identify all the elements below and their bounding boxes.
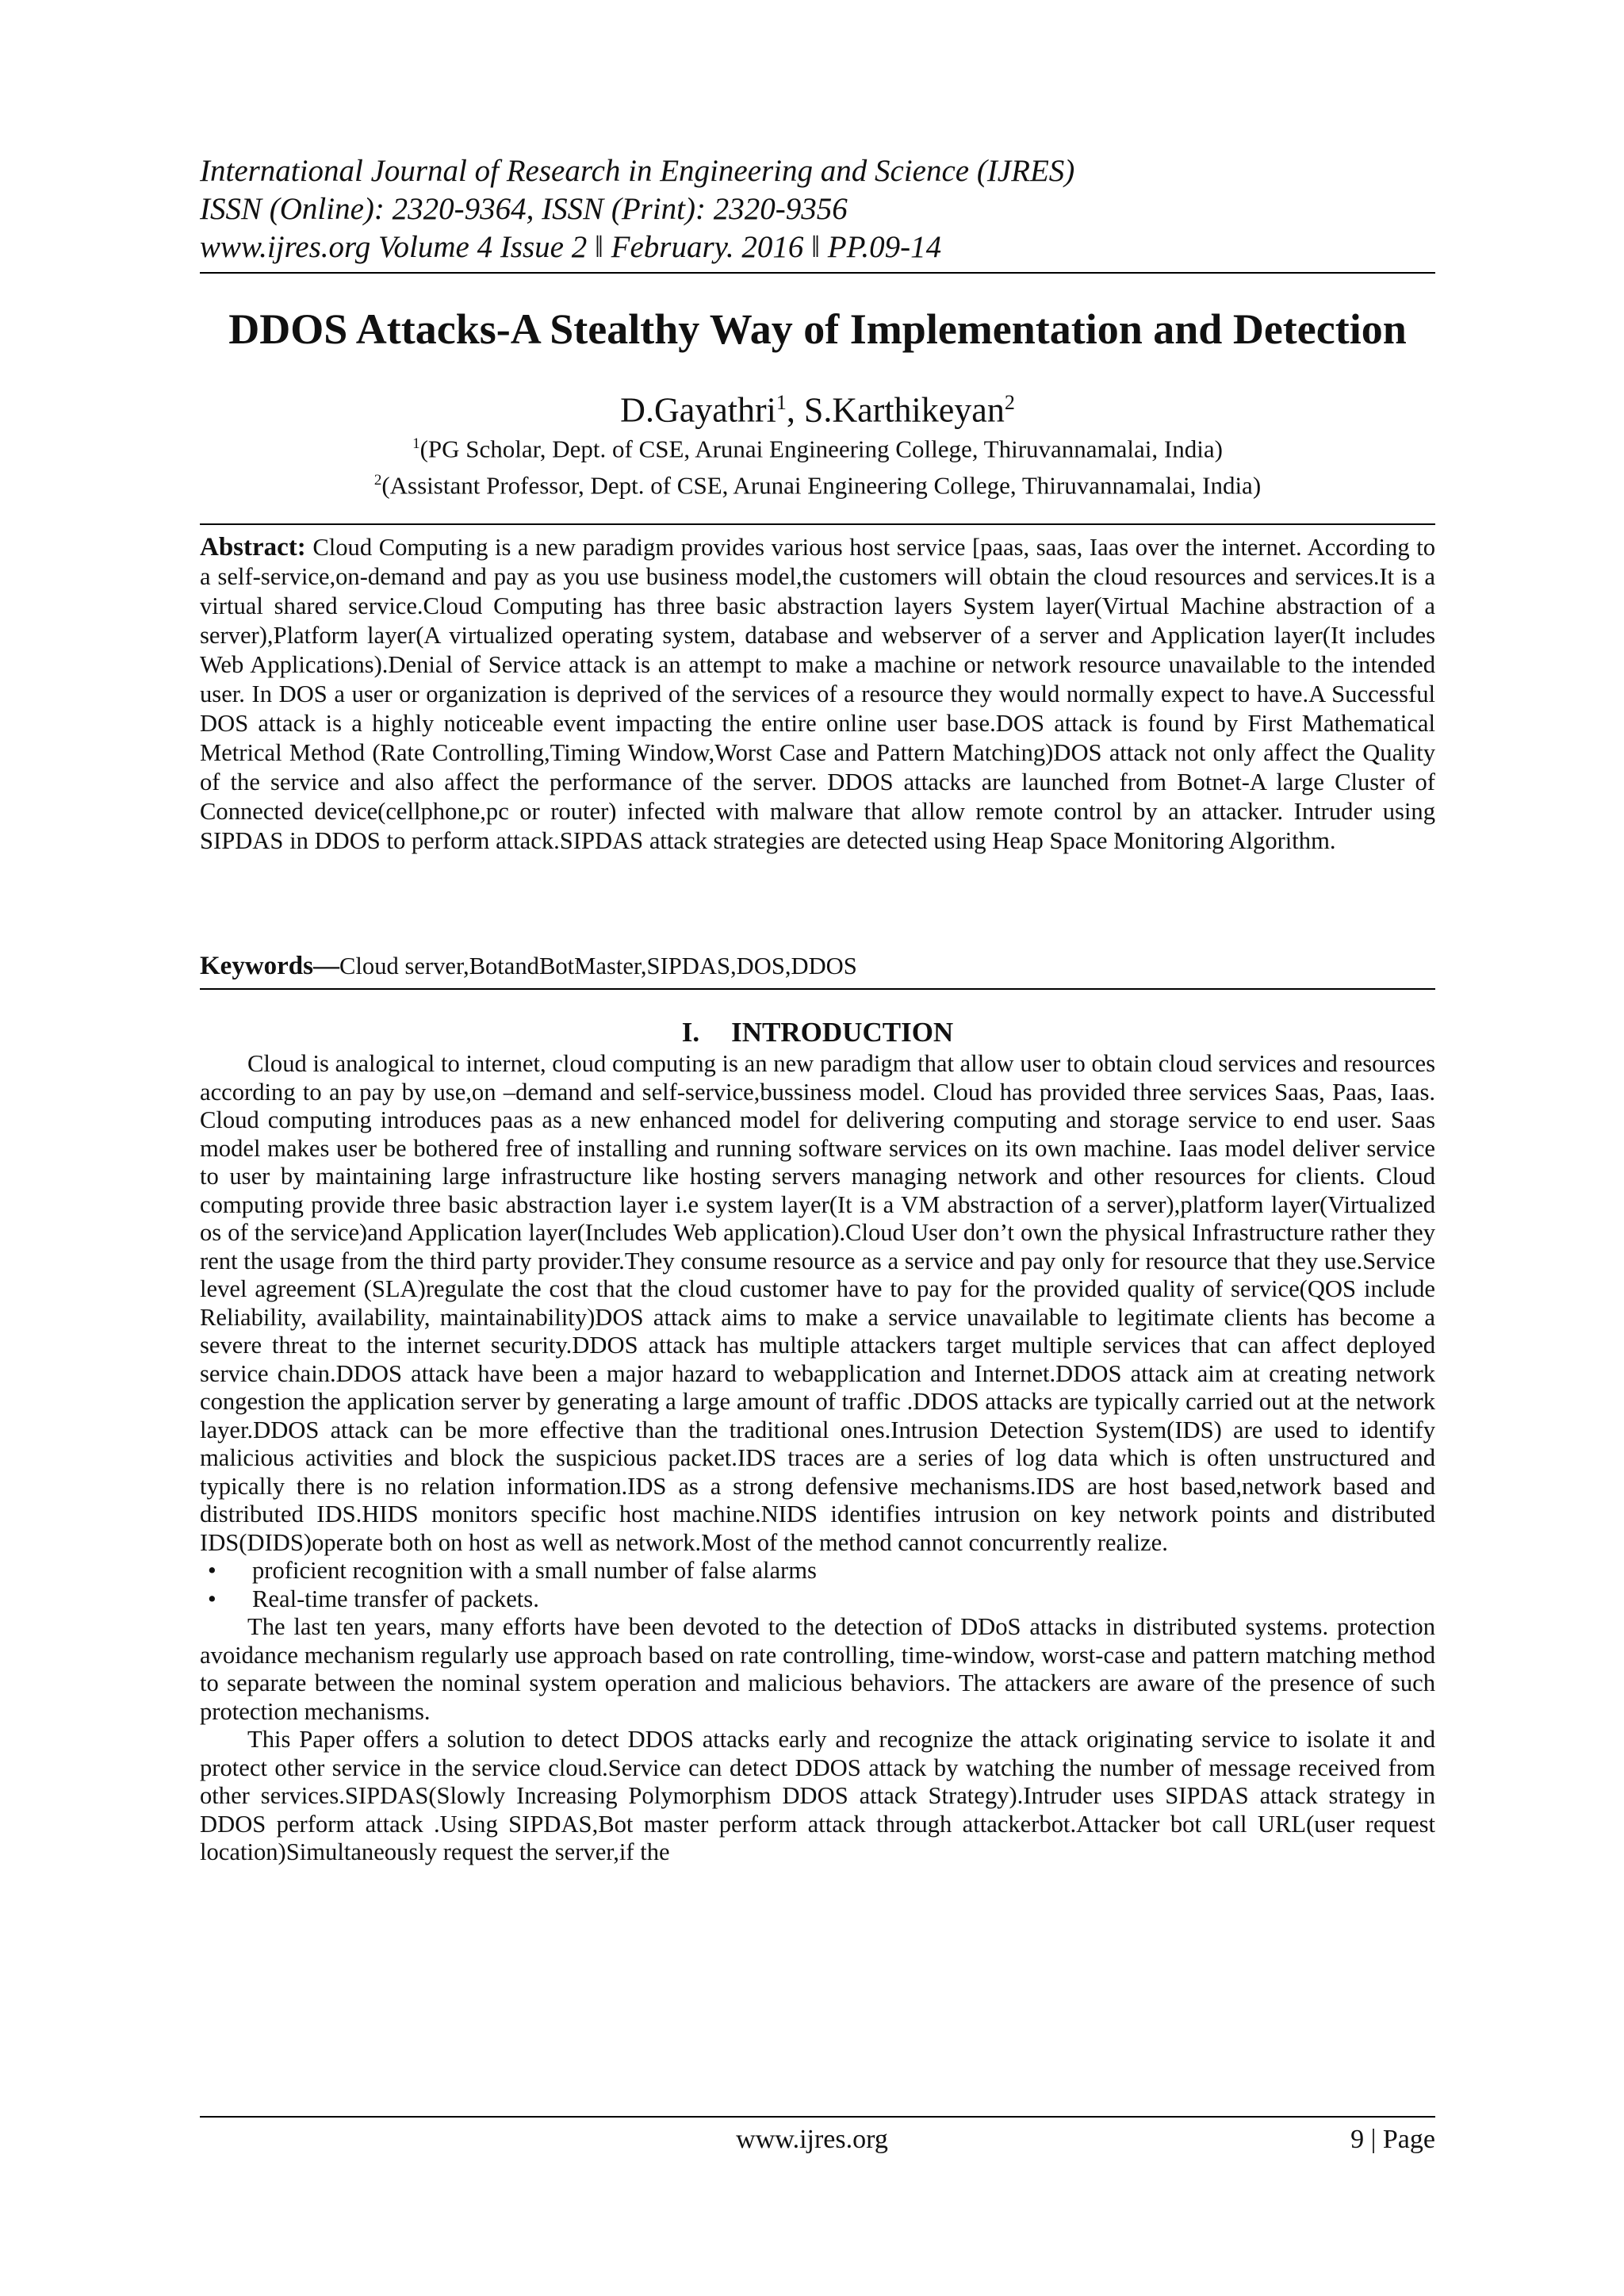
affiliations <box>200 428 1435 502</box>
paragraph: Cloud is analogical to internet, cloud computing is an new paradigm that allow user to obtain cloud services and resources according to an pay by use,on –demand and self-service,bussiness model. Cloud has provided three services Saas, Paas, Iaas. Cloud computing introduces paas as a new enhanced model for delivering computing and storage service to end user. Saas model makes user be bothered free of installing and running software services on its own machine. Iaas model deliver service to user by maintaining large infrastructure like hosting servers managing network and other resources for clients. Cloud computing provide three basic abstraction layer i.e system layer(It is a VM abstraction of a server),platform layer(Virtualized os of the service)and Application layer(Includes Web application).Cloud User don’t own the physical Infrastructure rather they rent the usage from the third party provider.They consume resource as a service and pay only for resource that they use.Service level agreement (SLA)regulate the cost that the cloud customer have to pay for the provided quality of service(QOS include Reliability, availability, maintainability)DOS attack aims to make a service unavailable to legitimate clients has become a severe threat to the internet security.DDOS attack has multiple attackers target multiple services that can affect deployed service chain.DDOS attack have been a major hazard to webapplication and Internet.DDOS attack aim at creating network congestion the application server by generating a large amount of traffic .DDOS attacks are typically carried out at the network layer.DDOS attack can be more effective than the traditional ones.Intrusion Detection System(IDS) are used to identify malicious activities and block the suspicious packet.IDS traces are a series of log data which is often unstructured and typically there is no relation information.IDS as a strong defensive mechanisms.IDS are host based,network based and distributed IDS.HIDS monitors specific host machine.NIDS identifies intrusion on key network points and distributed IDS(DIDS)operate both on host as well as network.Most of the method cannot concurrently realize. <box>200 1050 1435 1556</box>
affiliation-marker: 1 <box>412 435 420 452</box>
paragraph: This Paper offers a solution to detect DDOS attacks early and recognize the attack originating service to isolate it and protect other service in the service cloud.Service can detect DDOS attack by watching the number of message received from other services.SIPDAS(Slowly Increasing Polymorphism DDOS attack Strategy).Intruder uses SIPDAS attack strategy in DDOS perform attack .Using SIPDAS,Bot master perform attack through attackerbot.Attacker bot call URL(user request location)Simultaneously request the server,if the <box>200 1726 1435 1865</box>
paragraph: The last ten years, many efforts have been devoted to the detection of DDoS attacks in distributed systems. protection avoidance mechanism regularly use approach based on rate controlling, time-window, worst-case and pattern matching method to separate between the nominal system operation and malicious behaviors. The attackers are aware of the presence of such protection mechanisms. <box>200 1613 1435 1725</box>
section-heading <box>200 1015 1435 1050</box>
list-item <box>200 1585 1435 1614</box>
affiliation <box>200 465 1435 501</box>
author-separator: , <box>786 390 804 430</box>
author-name: D.Gayathri <box>620 390 776 430</box>
paper-title: DDOS Attacks-A Stealthy Way of Implementation and Detection <box>228 305 1407 353</box>
list-item-text: Real-time transfer of packets. <box>252 1585 539 1612</box>
author-line <box>200 381 1435 433</box>
affiliation <box>200 428 1435 465</box>
affiliation-text: (PG Scholar, Dept. of CSE, Arunai Engineering College, Thiruvannamalai, India) <box>419 435 1223 463</box>
author-affil-marker: 2 <box>1004 391 1015 414</box>
abstract-top-rule <box>200 523 1435 525</box>
footer-site: www.ijres.org <box>736 2125 888 2154</box>
author-affil-marker: 1 <box>776 391 787 414</box>
introduction-body <box>200 1050 1435 1867</box>
abstract-bottom-rule <box>200 988 1435 990</box>
keywords-text: Cloud server,BotandBotMaster,SIPDAS,DOS,DDOS <box>339 953 857 979</box>
affiliation-marker: 2 <box>373 472 382 489</box>
section-number: I. <box>681 1017 700 1048</box>
footer-page-number: 9 | Page <box>1350 2125 1435 2154</box>
author-name: S.Karthikeyan <box>803 390 1005 430</box>
abstract-text: Cloud Computing is a new paradigm provides various host service [paas, saas, Iaas over the internet. According to a self-service,on-demand and pay as you use business model,the customers will obtain the cloud resources and services.It is a virtual shared service.Cloud Computing has three basic abstraction layers System layer(Virtual Machine abstraction of a server),Platform layer(A virtualized operating system, database and webserver of a server and Application layer(It includes Web Applications).Denial of Service attack is an attempt to make a machine or network resource unavailable to the intended user. In DOS a user or organization is deprived of the services of a resource they would normally expect to have.A Successful DOS attack is a highly noticeable event impacting the entire online user base.DOS attack is found by First Mathematical Metrical Method (Rate Controlling,Timing Window,Worst Case and Pattern Matching)DOS attack not only affect the Quality of the service and also affect the performance of the server. DDOS attacks are launched from Botnet-A large Cluster of Connected device(cellphone,pc or router) infected with malware that allow remote control by an attacker. Intruder using SIPDAS in DDOS to perform attack.SIPDAS attack strategies are detected using Heap Space Monitoring Algorithm. <box>200 534 1435 854</box>
journal-name: International Journal of Research in Engineering and Science (IJRES) <box>200 154 1075 188</box>
abstract-label: Abstract: <box>200 533 306 562</box>
keywords <box>200 950 1435 982</box>
affiliation-text: (Assistant Professor, Dept. of CSE, Arunai Engineering College, Thiruvannamalai, India) <box>381 471 1262 500</box>
header-rule <box>200 272 1435 274</box>
bullet-list <box>200 1557 1435 1613</box>
list-item <box>200 1557 1435 1585</box>
bullet-glyph: • <box>208 1585 216 1612</box>
journal-header <box>200 152 1435 266</box>
journal-issue: www.ijres.org Volume 4 Issue 2 ‖ February. 2016 ‖ PP.09-14 <box>200 230 942 264</box>
keywords-label: Keywords— <box>200 952 339 980</box>
bullet-glyph: • <box>208 1557 216 1584</box>
journal-issn: ISSN (Online): 2320-9364, ISSN (Print): 2320-9356 <box>200 192 848 226</box>
list-item-text: proficient recognition with a small number of false alarms <box>252 1557 817 1584</box>
abstract <box>200 533 1435 856</box>
section-title: INTRODUCTION <box>731 1017 954 1048</box>
footer-rule <box>200 2116 1435 2118</box>
